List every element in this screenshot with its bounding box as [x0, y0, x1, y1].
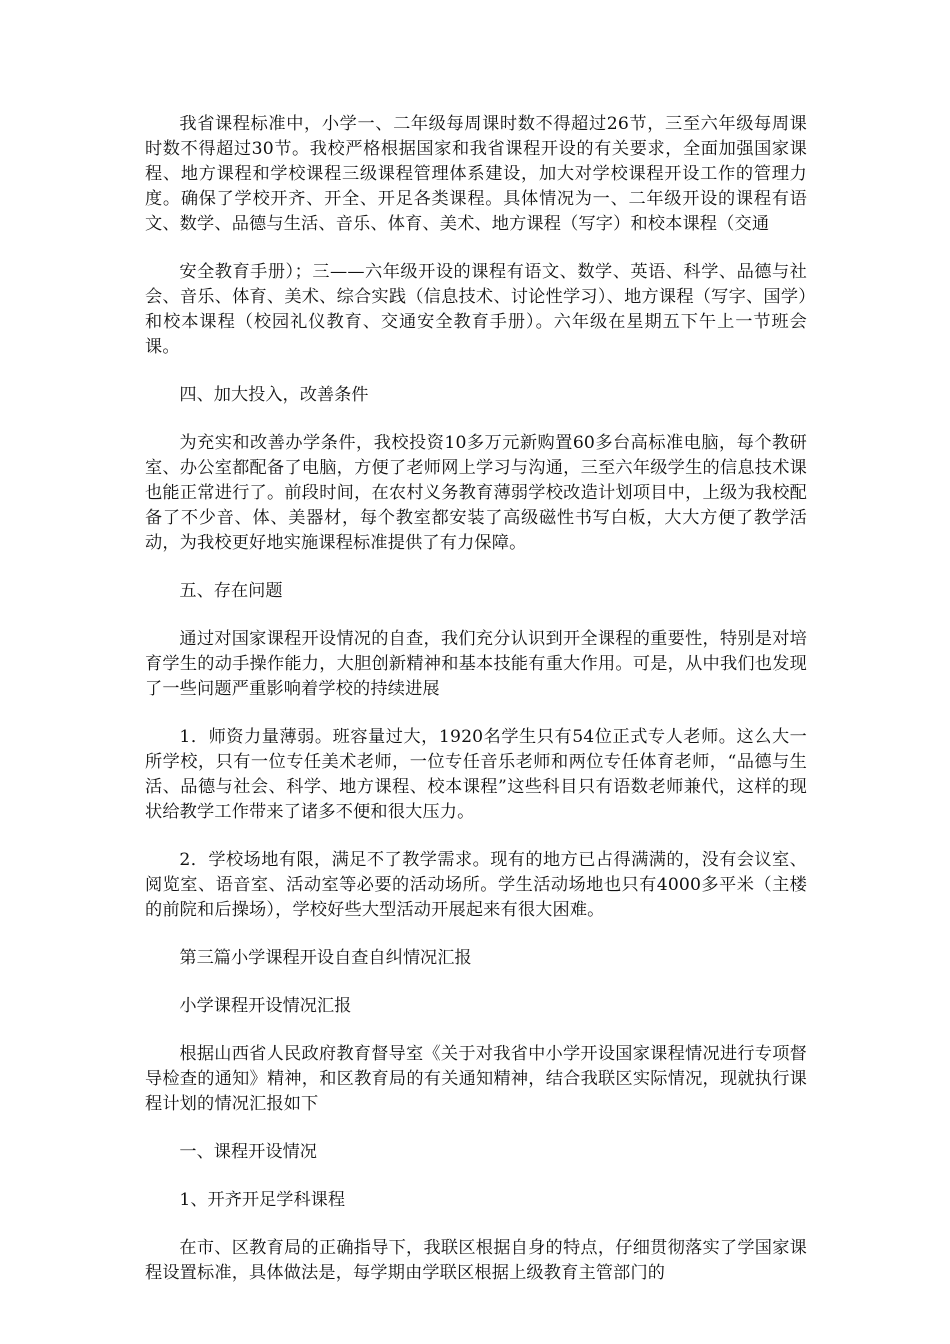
- section-heading-course-status: 一、课程开设情况: [179, 1142, 317, 1162]
- paragraph-investment: 为充实和改善办学条件，我校投资10多万元新购置60多台高标准电脑，每个教研室、办公室都配备了电脑，方便了老师网上学习与沟通，三至六年级学生的信息技术课也能正常进行了。前段时间，在农村义务教育薄弱学校改造计划项目中，上级为我校配备了不少音、体、美器材，每个教室都安装了高级磁性书写白板，大大方便了教学活动，为我校更好地实施课程标准提供了有力保障。: [145, 433, 807, 553]
- paragraph-problems-intro: 通过对国家课程开设情况的自查，我们充分认识到开全课程的重要性，特别是对培育学生的动手操作能力，大胆创新精神和基本技能有重大作用。可是，从中我们也发现了一些问题严重影响着学校的持续进展: [145, 629, 807, 699]
- paragraph-implementation: 在市、区教育局的正确指导下，我联区根据自身的特点，仔细贯彻落实了学国家课程设置标准，具体做法是，每学期由学联区根据上级教育主管部门的: [145, 1238, 807, 1283]
- document-page: [145, 112, 807, 1309]
- section-heading-problems: 五、存在问题: [179, 581, 283, 601]
- section-heading-investment: 四、加大投入，改善条件: [179, 385, 369, 405]
- subheading-subject-courses: 1、开齐开足学科课程: [179, 1190, 346, 1210]
- paragraph-report-basis: 根据山西省人民政府教育督导室《关于对我省中小学开设国家课程情况进行专项督导检查的通知》精神，和区教育局的有关通知精神，结合我联区实际情况，现就执行课程计划的情况汇报如下: [145, 1044, 807, 1114]
- paragraph-course-standard: 我省课程标准中，小学一、二年级每周课时数不得超过26节，三至六年级每周课时数不得超过30节。我校严格根据国家和我省课程开设的有关要求，全面加强国家课程、地方课程和学校课程三级课程管理体系建设，加大对学校课程开设工作的管理力度。确保了学校开齐、开全、开足各类课程。具体情况为一、二年级开设的课程有语文、数学、品德与生活、音乐、体育、美术、地方课程（写字）和校本课程（交通: [145, 114, 807, 234]
- paragraph-course-continued: 安全教育手册）；三——六年级开设的课程有语文、数学、英语、科学、品德与社会、音乐、体育、美术、综合实践（信息技术、讨论性学习）、地方课程（写字、国学）和校本课程（校园礼仪教育、交通安全教育手册）。六年级在星期五下午上一节班会课。: [145, 262, 807, 357]
- report-title: 小学课程开设情况汇报: [179, 996, 352, 1016]
- paragraph-problem-teachers: 1．师资力量薄弱。班容量过大，1920名学生只有54位正式专人老师。这么大一所学校，只有一位专任美术老师，一位专任音乐老师和两位专任体育老师，“品德与生活、品德与社会、科学、地方课程、校本课程”这些科目只有语数老师兼代，这样的现状给教学工作带来了诸多不便和很大压力。: [145, 727, 807, 822]
- paragraph-problem-space: 2．学校场地有限，满足不了教学需求。现有的地方已占得满满的，没有会议室、阅览室、语音室、活动室等必要的活动场所。学生活动场地也只有4000多平米（主楼的前院和后操场），学校好些大型活动开展起来有很大困难。: [145, 850, 807, 920]
- article-title-third: 第三篇小学课程开设自查自纠情况汇报: [179, 948, 472, 968]
